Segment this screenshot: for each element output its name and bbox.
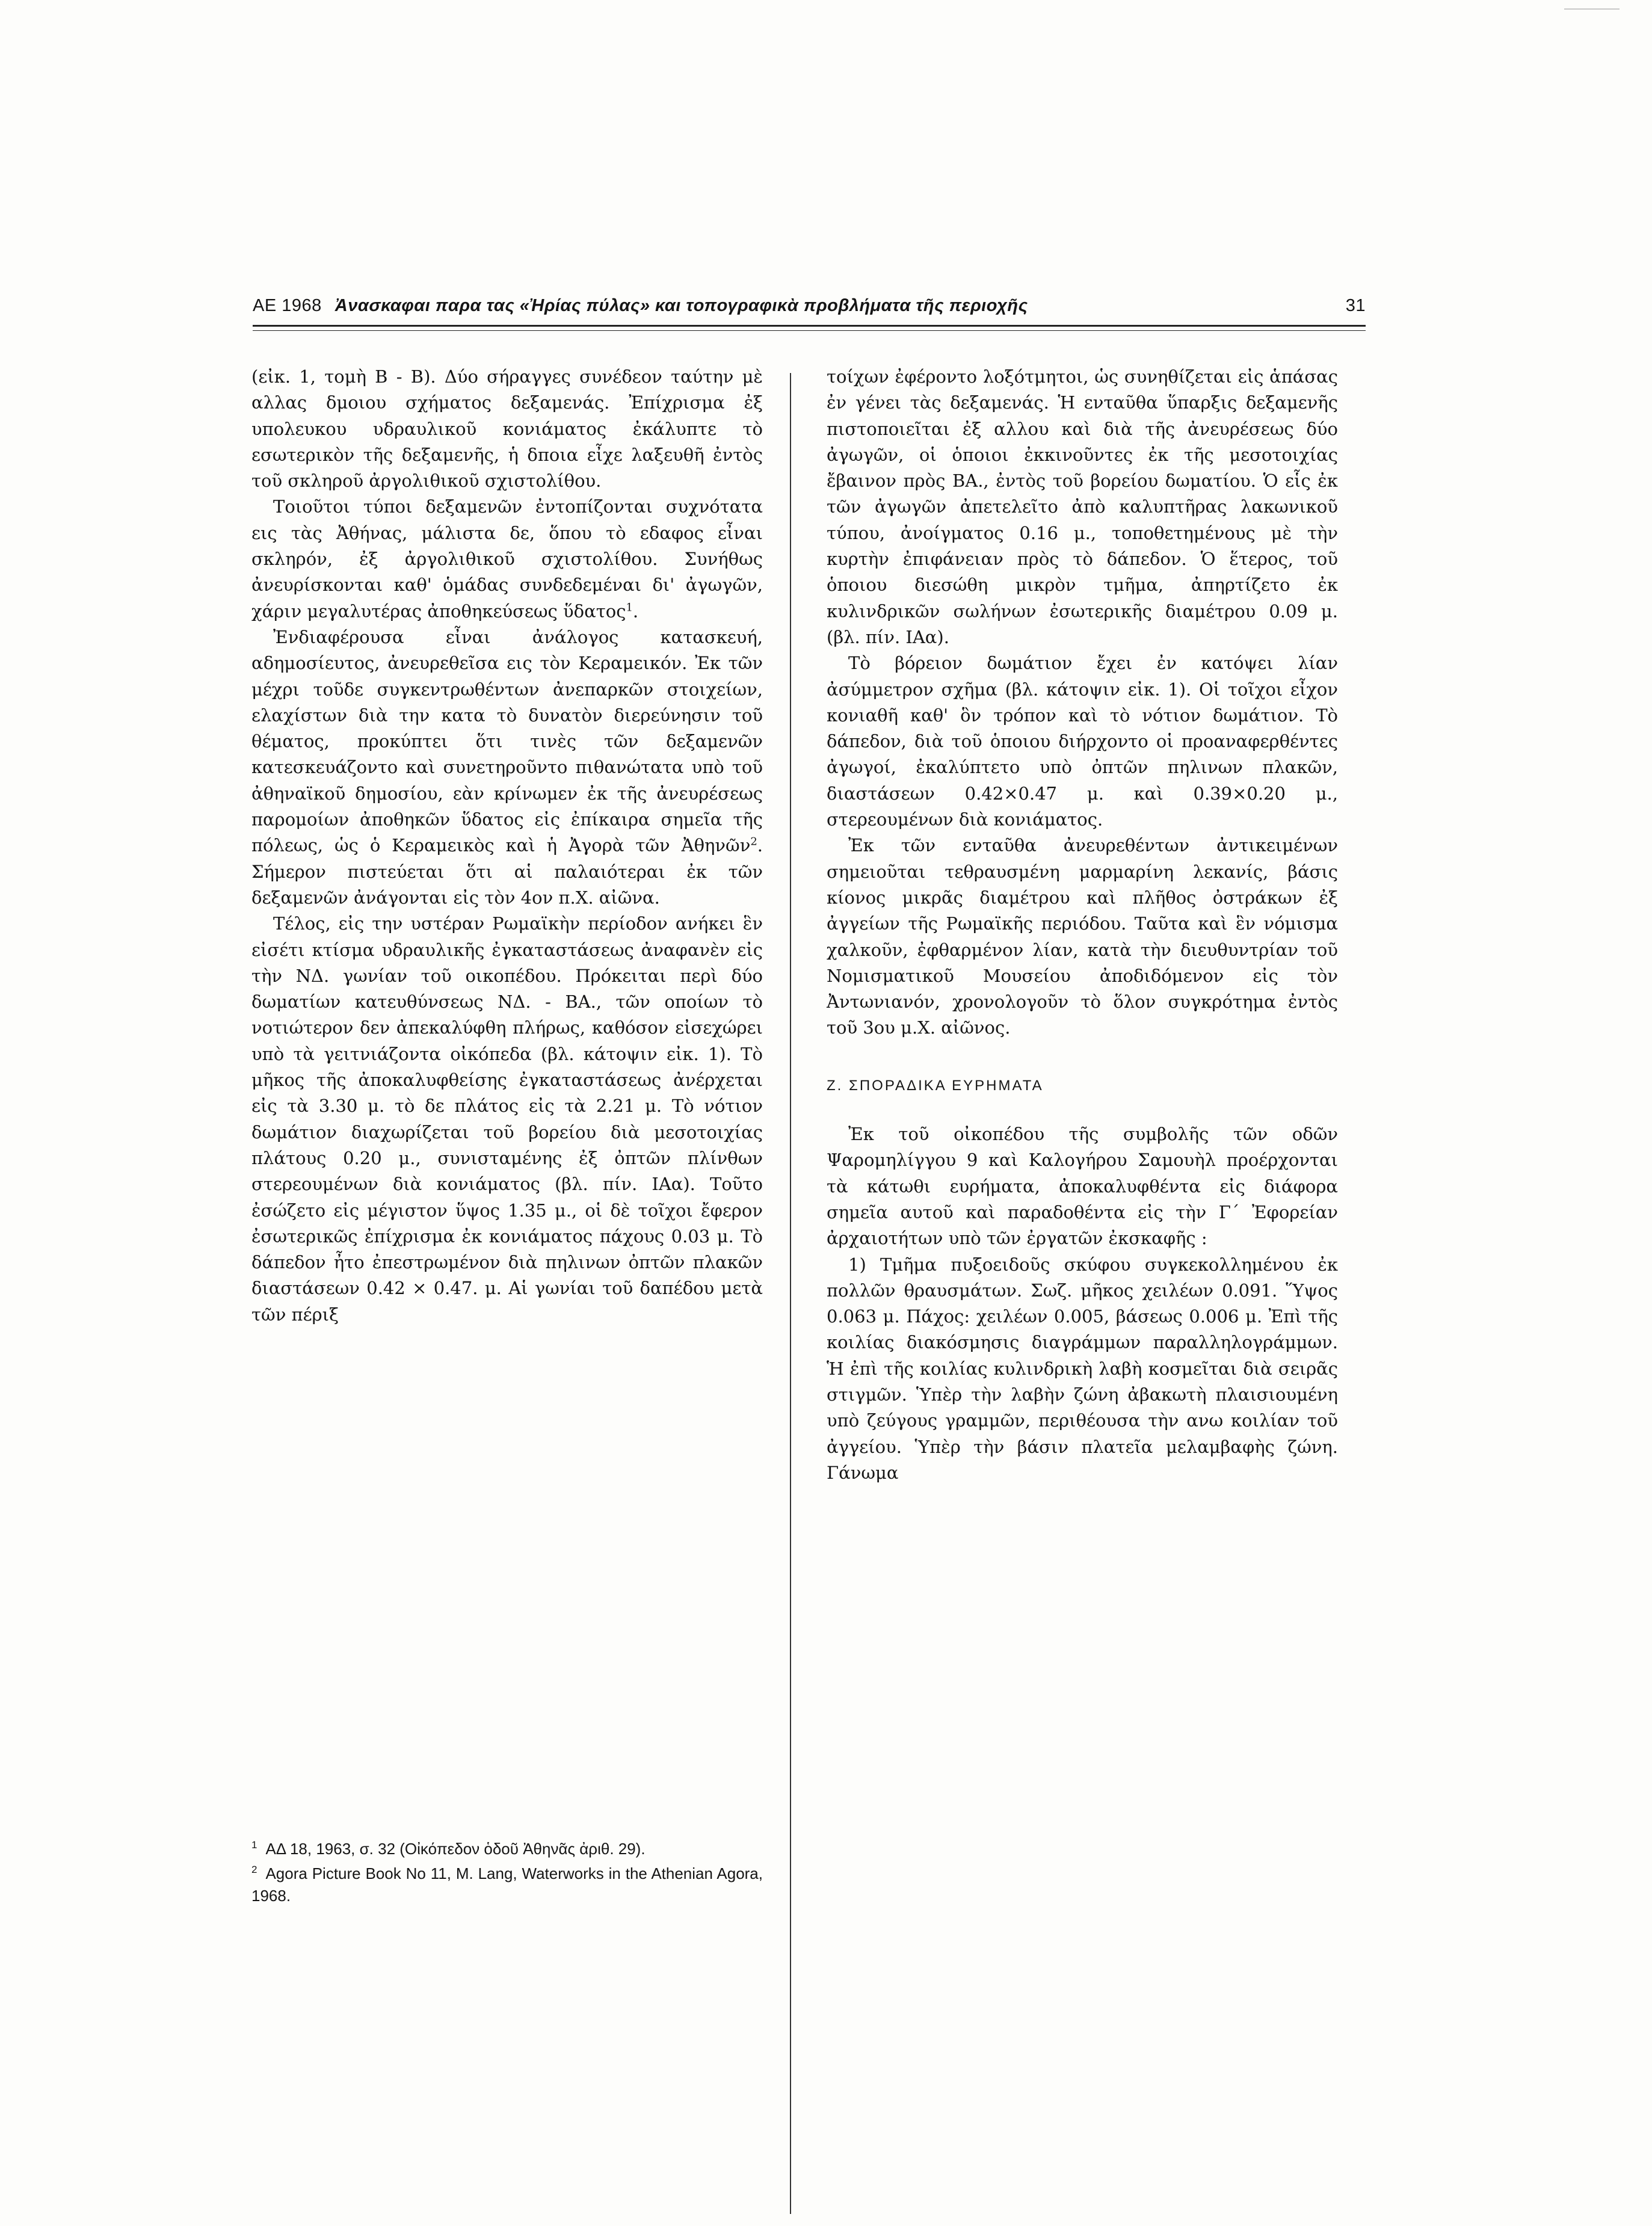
- left-paragraph-1: (εἰκ. 1, τομὴ Β - Β). Δύο σήραγγες συνέδεον ταύτην μὲ αλλας δμοιου σχήματος δεξαμενάς. Ἐπίχρισμα ἐξ υπολευκου υδραυλικοῦ κονιάματος ἐκάλυπτε τὸ εσωτερικὸν τῆς δεξαμενῆς, ἡ δποια εἶχε λαξευθῆ ἐντὸς τοῦ σκληροῦ ἀργολιθικοῦ σχιστολίθου.: [251, 366, 763, 492]
- footnote-1-number: 1: [251, 1839, 257, 1851]
- header-rule-top: [253, 325, 1366, 327]
- journal-label: ΑΕ 1968: [253, 296, 322, 315]
- footnote-2: [251, 1863, 763, 1907]
- right-paragraph-3: Ἐκ τῶν ενταῦθα ἀνευρεθέντων ἀντικειμένων σημειοῦται τεθραυσμένη μαρμαρίνη λεκανίς, βάσις κίονος μικρᾶς διαμέτρου καὶ πλῆθος ὀστράκων ἐξ ἀγγείων τῆς Ρωμαϊκῆς περιόδου. Ταῦτα καὶ ἓν νόμισμα χαλκοῦν, ἐφθαρμένον λίαν, κατὰ τὴν διευθυντρίαν τοῦ Νομισματικοῦ Μουσείου ἀποδιδόμενον εἰς τὸν Ἀντωνιανόν, χρονολογοῦν τὸ ὅλον συγκρότημα ἐντὸς τοῦ 3ου μ.Χ. αἰῶνος.: [827, 835, 1338, 1038]
- section-paragraph-1: Ἐκ τοῦ οἰκοπέδου τῆς συμβολῆς τῶν οδῶν Ψαρομηλίγγου 9 καὶ Καλογήρου Σαμουὴλ προέρχονται τὰ κάτωθι ευρήματα, ἀποκαλυφθέντα εἰς διάφορα σημεῖα αυτοῦ καὶ παραδοθέντα εἰς τὴν Γ΄ Ἐφορείαν ἀρχαιοτήτων υπὸ τῶν ἐργατῶν ἐκσκαφῆς :: [827, 1124, 1338, 1249]
- right-paragraph-2: Τὸ βόρειον δωμάτιον ἔχει ἐν κατόψει λίαν ἀσύμμετρον σχῆμα (βλ. κάτοψιν εἰκ. 1). Οἱ τοῖχοι εἶχον κονιαθῆ καθ' ὃν τρόπον καὶ τὸ νότιον δωμάτιον. Τὸ δάπεδον, διὰ τοῦ ὁποιου διήρχοντο οἱ προαναφερθέντες ἀγωγοί, ἐκαλύπτετο υπὸ ὀπτῶν πηλινων πλακῶν, διαστάσεων 0.42×0.47 μ. καὶ 0.39×0.20 μ., στερεουμένων διὰ κονιάματος.: [827, 653, 1338, 830]
- footnote-1-text: ΑΔ 18, 1963, σ. 32 (Οἰκόπεδον ὁδοῦ Ἀθηνᾶς ἀριθ. 29).: [265, 1840, 646, 1858]
- left-paragraph-3-tail: . Σήμερον πιστεύεται ὅτι αἱ παλαιότεραι ἐκ τῶν δεξαμενῶν ἀνάγονται εἰς τὸν 4ον π.Χ. αἰῶνα.: [251, 835, 763, 908]
- page-number: 31: [1345, 296, 1366, 315]
- footnote-1: [251, 1838, 763, 1860]
- left-paragraph-3: [251, 624, 763, 911]
- section-title: Ζ. ΣΠΟΡΑΔΙΚΑ ΕΥΡΗΜΑΤΑ: [827, 1077, 1044, 1094]
- left-paragraph-3-text: Ἐνδιαφέρουσα εἶναι ἀνάλογος κατασκευή, αδημοσίευτος, ἀνευρεθεῖσα εις τὸν Κεραμεικόν. Ἐκ τῶν μέχρι τοῦδε συγκεντρωθέντων ἀνεπαρκῶν στοιχείων, ελαχίστων διὰ την κατα τὸ δυνατὸν διερεύνησιν τοῦ θέματος, προκύπτει ὅτι τινὲς τῶν δεξαμενῶν κατεσκευάζοντο καὶ συνετηροῦντο πιθανώτατα υπὸ τοῦ ἀθηναϊκοῦ δημοσίου, εὰν κρίνωμεν ἐκ τῆς ἀνευρέσεως παρομοίων ἀποθηκῶν ὕδατος εἰς ἐπίκαιρα σημεῖα τῆς πόλεως, ὡς ὁ Κεραμεικὸς καὶ ἡ Ἀγορὰ τῶν Ἀθηνῶν: [251, 626, 763, 856]
- footnote-2-text: Agora Picture Book No 11, M. Lang, Waterworks in the Athenian Agora, 1968.: [251, 1864, 763, 1905]
- running-header-left: [253, 296, 1041, 316]
- footnotes: [251, 1838, 763, 1910]
- left-paragraph-2-text: Τοιοῦτοι τύποι δεξαμενῶν ἐντοπίζονται συχνότατα εις τὰς Ἀθήνας, μάλιστα δε, ὅπου τὸ εδαφος εἶναι σκληρόν, ἐξ ἀργολιθικοῦ σχιστολίθου. Συνήθως ἀνευρίσκονται καθ' ὁμάδας συνδεδεμέναι δι' ἀγωγῶν, χάριν μεγαλυτέρας ἀποθηκεύσεως ὕδατος: [251, 496, 763, 621]
- right-column: [827, 364, 1338, 1486]
- article-title: Ἀνασκαφαι παρα τας «Ἠρίας πύλας» και τοπογραφικὰ προβλήματα τῆς περιοχῆς: [334, 296, 1028, 315]
- left-paragraph-2: [251, 494, 763, 624]
- header-rule-bottom: [253, 330, 1366, 331]
- footnote-2-number: 2: [251, 1864, 257, 1876]
- left-column: [251, 364, 763, 1328]
- column-divider: [790, 373, 791, 2214]
- top-edge-rule: [1564, 8, 1620, 10]
- right-paragraph-1: τοίχων ἐφέροντο λοξότμητοι, ὡς συνηθίζεται εἰς ἁπάσας ἐν γένει τὰς δεξαμενάς. Ἡ ενταῦθα ὕπαρξις δεξαμενῆς πιστοποιεῖται ἐξ αλλου καὶ διὰ τῆς ἀνευρέσεως δύο ἀγωγῶν, οἱ ὁποιοι ἐκκινοῦντες ἐκ τῆς μεσοτοιχίας ἔβαινον πρὸς ΒΑ., ἐντὸς τοῦ βορείου δωματίου. Ὁ εἷς ἐκ τῶν ἀγωγῶν ἀπετελεῖτο ἀπὸ καλυπτῆρας λακωνικοῦ τύπου, ἀνοίγματος 0.16 μ., τοποθετημένους μὲ τὴν κυρτὴν ἐπιφάνειαν πρὸς τὸ δάπεδον. Ὁ ἕτερος, τοῦ ὁποιου διεσώθη μικρὸν τμῆμα, ἀπηρτίζετο ἐκ κυλινδρικῶν σωλήνων ἐσωτερικῆς διαμέτρου 0.09 μ. (βλ. πίν. ΙΑα).: [827, 366, 1338, 647]
- section-paragraph-2: 1) Τμῆμα πυξοειδοῦς σκύφου συγκεκολλημένου ἐκ πολλῶν θραυσμάτων. Σωζ. μῆκος χειλέων 0.091. Ὕψος 0.063 μ. Πάχος: χειλέων 0.005, βάσεως 0.006 μ. Ἐπὶ τῆς κοιλίας διακόσμησις διαγράμμων παραλληλογράμμων. Ἡ ἐπὶ τῆς κοιλίας κυλινδρικὴ λαβὴ κοσμεῖται διὰ σειρᾶς στιγμῶν. Ὑπὲρ τὴν λαβὴν ζώνη ἀβακωτὴ πλαισιουμένη υπὸ ζεύγους γραμμῶν, περιθέουσα τὴν ανω κοιλίαν τοῦ ἀγγείου. Ὑπὲρ τὴν βάσιν πλατεῖα μελαμβαφὴς ζώνη. Γάνωμα: [827, 1254, 1338, 1483]
- footnote-ref-2: 2: [750, 835, 757, 848]
- left-paragraph-4: Τέλος, εἰς την υστέραν Ρωμαϊκὴν περίοδον ανήκει ἓν εἰσέτι κτίσμα υδραυλικῆς ἐγκαταστάσεως ἀναφανὲν εἰς τὴν ΝΔ. γωνίαν τοῦ οικοπέδου. Πρόκειται περὶ δύο δωματίων κατευθύνσεως ΝΔ. - ΒΑ., τῶν οποίων τὸ νοτιώτερον δεν ἀπεκαλύφθη πλήρως, καθόσον εἰσεχώρει υπὸ τὰ γειτνιάζοντα οἰκόπεδα (βλ. κάτοψιν εἰκ. 1). Τὸ μῆκος τῆς ἀποκαλυφθείσης ἐγκαταστάσεως ἀνέρχεται εἰς τὰ 3.30 μ. τὸ δε πλάτος εἰς τὰ 2.21 μ. Τὸ νότιον δωμάτιον διαχωρίζεται τοῦ βορείου διὰ μεσοτοιχίας πλάτους 0.20 μ., συνισταμένης ἐξ ὀπτῶν πλίνθων στερεουμένων διὰ κονιάματος (βλ. πίν. ΙΑα). Τοῦτο ἐσώζετο εἰς μέγιστον ὕψος 1.35 μ., οἱ δὲ τοῖχοι ἔφερον ἐσωτερικῶς ἐπίχρισμα ἐκ κονιάματος πάχους 0.03 μ. Τὸ δάπεδον ἦτο ἐπεστρωμένον διὰ πηλινων ὀπτῶν πλακῶν διαστάσεων 0.42 × 0.47. μ. Αἱ γωνίαι τοῦ δαπέδου μετὰ τῶν πέριξ: [251, 913, 763, 1325]
- running-header: [253, 296, 1366, 316]
- footnote-ref-1: 1: [626, 601, 633, 614]
- left-paragraph-2-tail: .: [632, 600, 639, 621]
